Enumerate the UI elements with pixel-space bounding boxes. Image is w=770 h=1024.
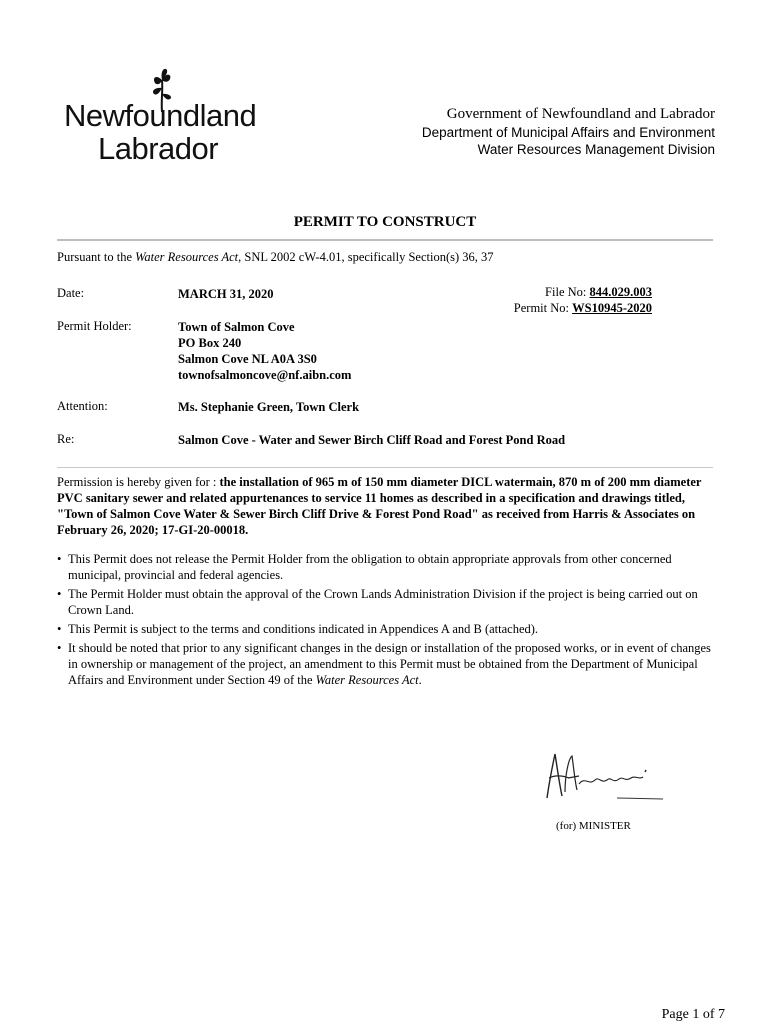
holder-name: Town of Salmon Cove bbox=[178, 320, 295, 334]
re-label: Re: bbox=[57, 432, 75, 446]
attention-value: Ms. Stephanie Green, Town Clerk bbox=[178, 400, 360, 414]
holder-email: townofsalmoncove@nf.aibn.com bbox=[178, 368, 352, 382]
document-title: PERMIT TO CONSTRUCT bbox=[293, 214, 477, 230]
permission-body: the installation of 965 m of 150 mm diameter DICL watermain, 870 m of 200 mm diameter PVC sanitary sewer and related appurtenances to service 11 homes as described in a specification and drawings titled, "Town of Salmon Cove Water & Sewer Birch Cliff Drive & Forest Pond Road" as received from Harris & Associates on February 26, 2020; 17-GI-20-00018. bbox=[57, 475, 702, 537]
condition-item bbox=[57, 640, 717, 688]
permit-conditions-list bbox=[57, 551, 717, 691]
permit-number-label: Permit No: bbox=[513, 301, 569, 315]
bullet-icon: • bbox=[57, 552, 62, 566]
permit-number-value: WS10945-2020 bbox=[572, 301, 652, 315]
condition-item bbox=[57, 551, 717, 583]
re-value: Salmon Cove - Water and Sewer Birch Cliff Road and Forest Pond Road bbox=[178, 433, 566, 447]
permit-holder-address bbox=[178, 319, 351, 383]
logo-wordmark-newfoundland: Newfoundland bbox=[64, 98, 257, 133]
file-number-label: File No: bbox=[545, 285, 587, 299]
date-value: MARCH 31, 2020 bbox=[178, 287, 274, 301]
date-label: Date: bbox=[57, 286, 85, 300]
condition-text-suffix: . bbox=[418, 673, 422, 687]
permit-number-row bbox=[514, 300, 652, 316]
pursuant-suffix: , SNL 2002 cW-4.01, specifically Section(s) 36, 37 bbox=[238, 250, 494, 264]
permission-paragraph bbox=[57, 474, 707, 538]
permit-holder-label: Permit Holder: bbox=[57, 319, 132, 333]
condition-item bbox=[57, 621, 717, 637]
condition-text-prefix: It should be noted that prior to any significant changes in the design or installation of the proposed works, or in event of changes in ownership or management of the project, an amendment to this Permit must be obtained from the Department of Municipal Affairs and Environment under Section 49 of the bbox=[68, 641, 711, 687]
division-name: Water Resources Management Division bbox=[477, 142, 715, 157]
condition-text: This Permit does not release the Permit Holder from the obligation to obtain appropriate approvals from other concerned municipal, provincial and federal agencies. bbox=[68, 552, 672, 582]
government-name: Government of Newfoundland and Labrador bbox=[446, 106, 715, 122]
holder-po-box: PO Box 240 bbox=[178, 336, 242, 350]
bullet-icon: • bbox=[57, 622, 62, 636]
bullet-icon: • bbox=[57, 641, 62, 655]
condition-item bbox=[57, 586, 717, 618]
holder-city: Salmon Cove NL A0A 3S0 bbox=[178, 352, 317, 366]
condition-text: This Permit is subject to the terms and conditions indicated in Appendices A and B (attached). bbox=[68, 622, 539, 636]
government-header bbox=[422, 106, 715, 159]
file-number-row bbox=[514, 284, 652, 300]
condition-act: Water Resources Act bbox=[315, 673, 419, 687]
file-number-value: 844.029.003 bbox=[589, 285, 652, 299]
signature-caption: (for) MINISTER bbox=[556, 820, 631, 832]
pursuant-statement bbox=[57, 250, 494, 265]
handwritten-signature bbox=[535, 748, 665, 808]
condition-text: The Permit Holder must obtain the approval of the Crown Lands Administration Division if the project is being carried out on Crown Land. bbox=[68, 587, 698, 617]
permission-lead: Permission is hereby given for : bbox=[57, 475, 220, 489]
attention-label: Attention: bbox=[57, 399, 108, 413]
pursuant-act: Water Resources Act bbox=[135, 250, 239, 264]
government-logo bbox=[60, 64, 260, 164]
title-divider bbox=[57, 239, 713, 241]
logo-wordmark-labrador: Labrador bbox=[98, 131, 219, 166]
page-number: Page 1 of 7 bbox=[661, 1007, 725, 1022]
file-permit-block bbox=[514, 284, 652, 316]
bullet-icon: • bbox=[57, 587, 62, 601]
pursuant-prefix: Pursuant to the bbox=[57, 250, 136, 264]
department-name: Department of Municipal Affairs and Environment bbox=[421, 125, 715, 140]
section-divider bbox=[57, 467, 713, 468]
